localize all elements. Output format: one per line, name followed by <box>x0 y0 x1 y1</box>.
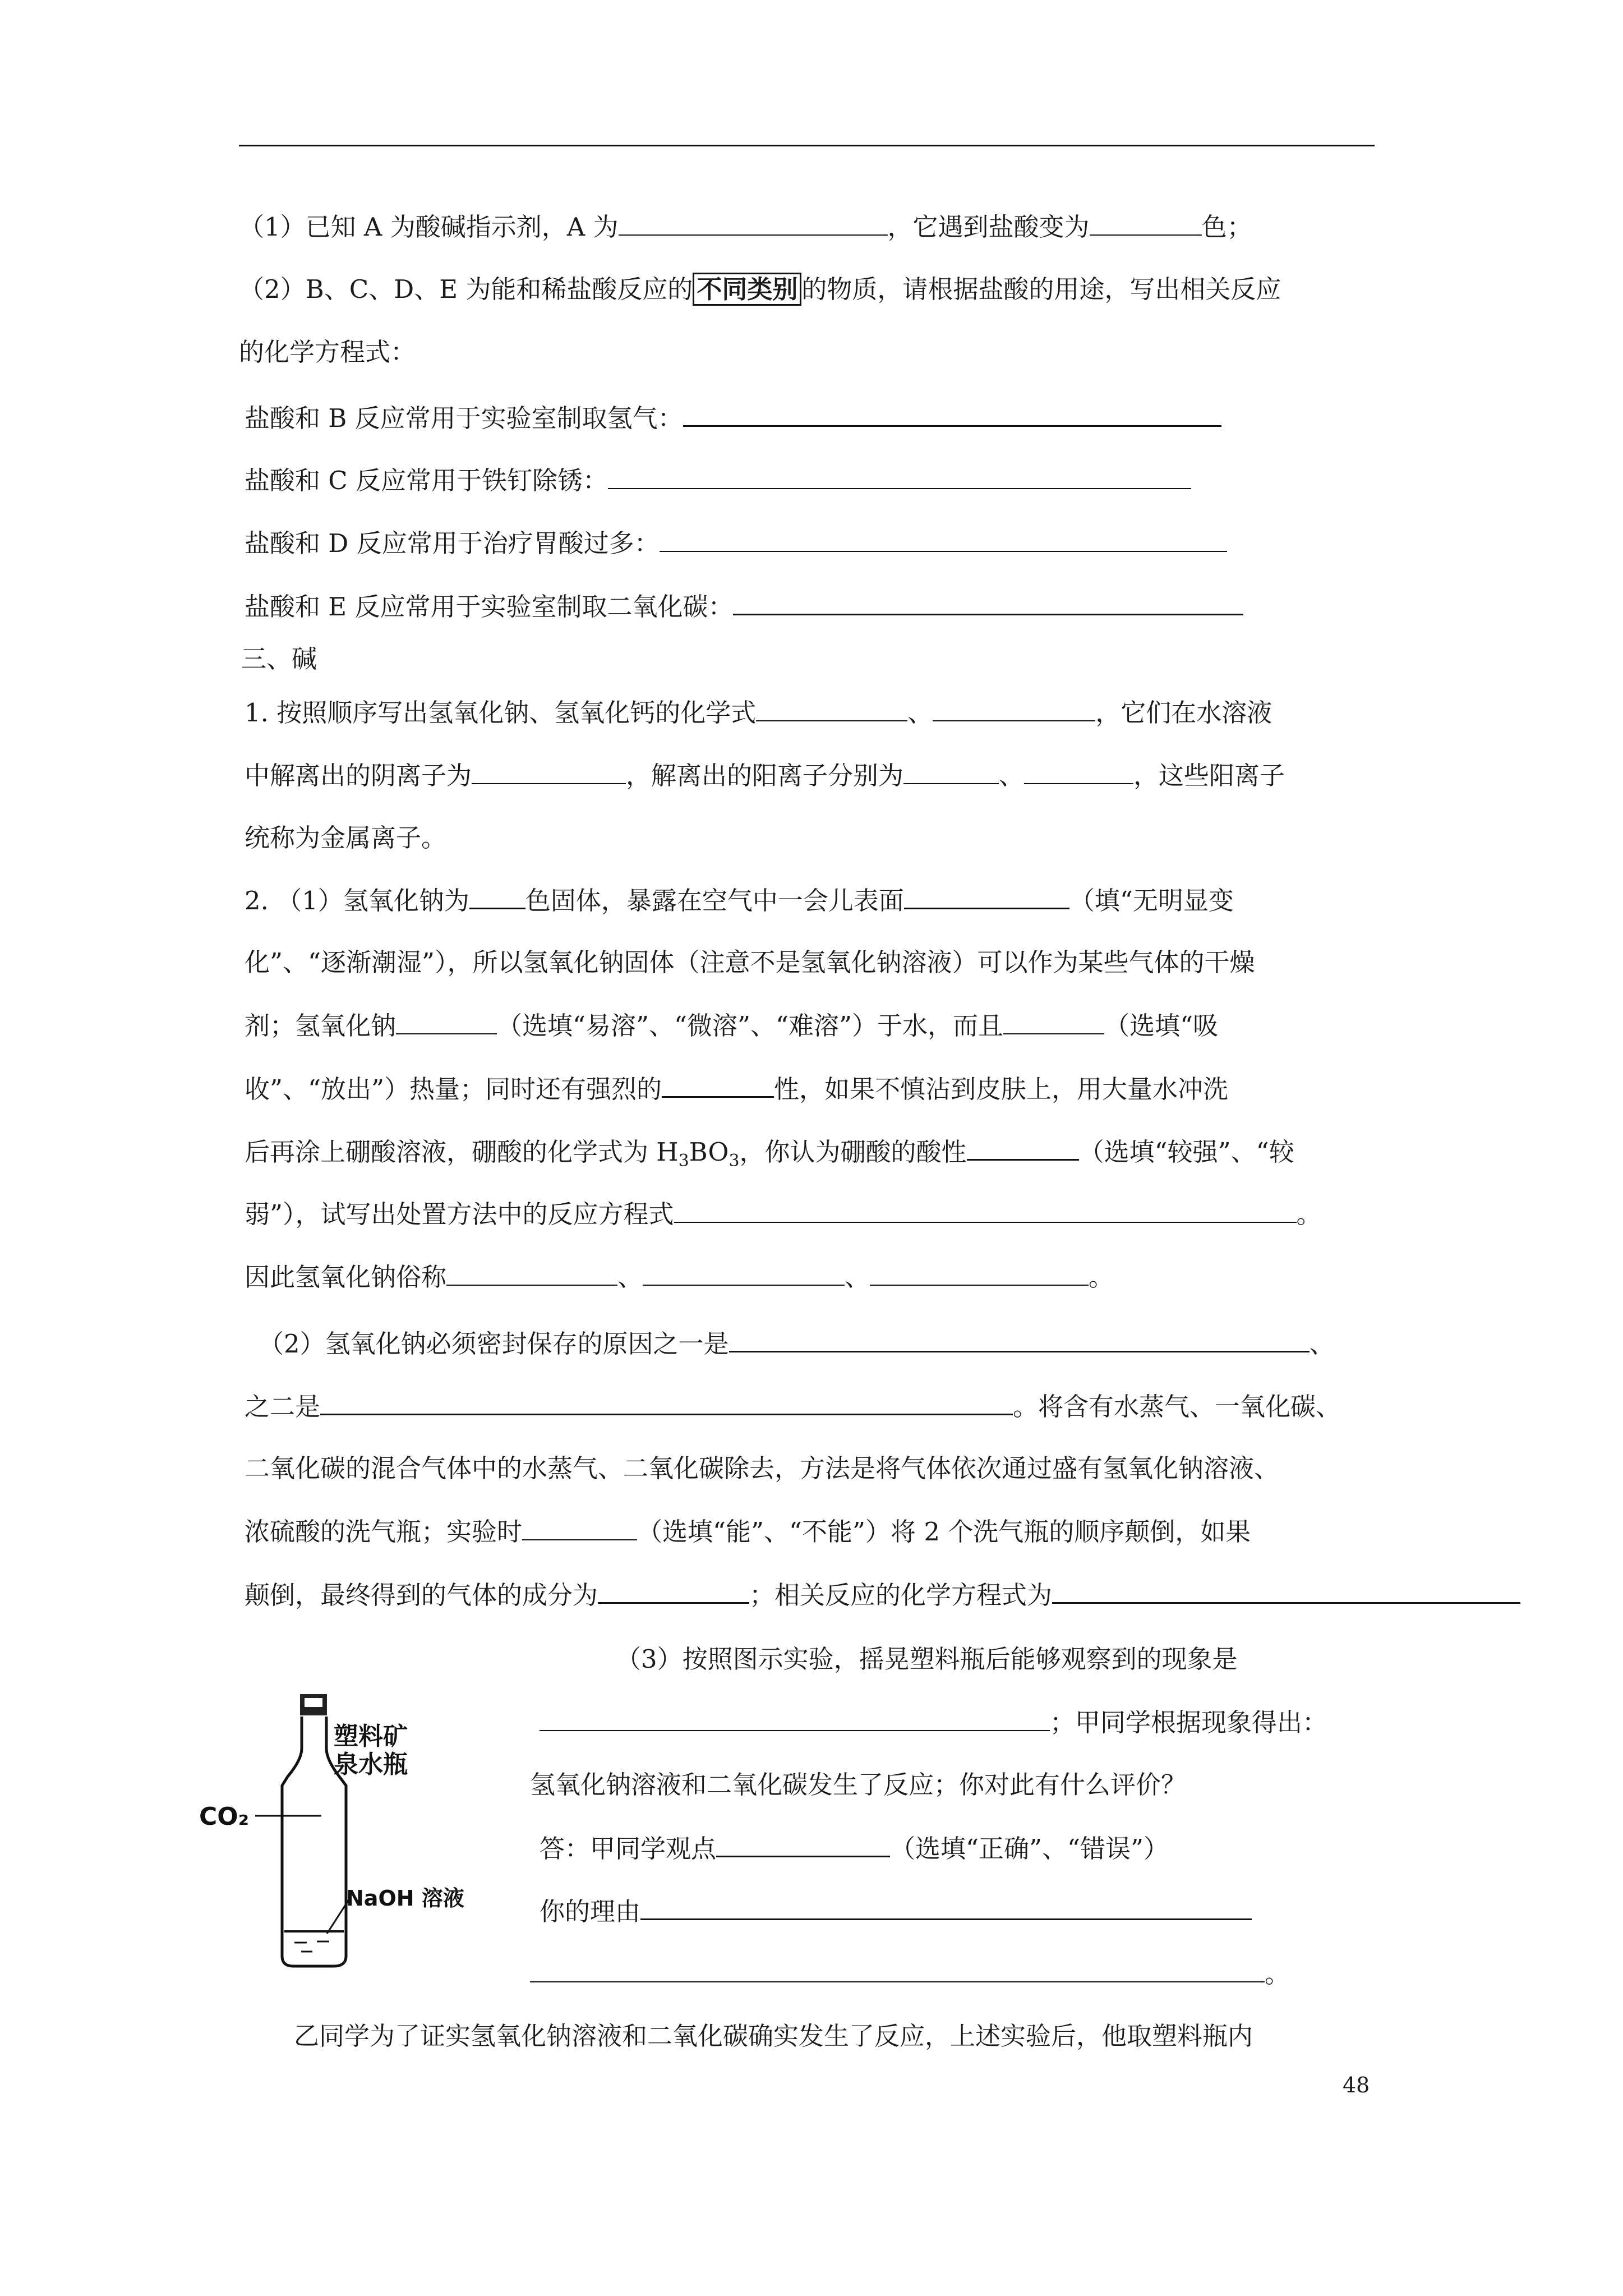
q2-line: （2）B、C、D、E 为能和稀盐酸反应的 不同类别 的物质，请根据盐酸的用途，写出相关反应 <box>239 273 1281 306</box>
blank-indicator[interactable] <box>619 210 888 236</box>
wash-bottle-line: 浓硫酸的洗气瓶；实验时 （选填“能”、“不能”）将 2 个洗气瓶的顺序颠倒，如果 <box>245 1515 1251 1549</box>
common-names-line: 因此氢氧化钠俗称 、 、 。 <box>245 1260 1114 1294</box>
naoh-label: NaOH 溶液 <box>346 1886 464 1911</box>
reason-line-2: 。 <box>530 1957 1290 1991</box>
gas-result-line: 颠倒，最终得到的气体的成分为 ；相关反应的化学方程式为 <box>245 1577 1520 1612</box>
blank-solid-color[interactable] <box>469 883 525 909</box>
blank-equation-e[interactable] <box>733 589 1243 615</box>
text-line: 乙同学为了证实氢氧化钠溶液和二氧化碳确实发生了反应，上述实验后，他取塑料瓶内 <box>294 2021 1253 2051</box>
emphasis-box: 不同类别 <box>693 273 801 306</box>
section-heading: 三、碱 <box>241 644 317 674</box>
header-rule <box>239 145 1375 146</box>
blank-reason[interactable] <box>640 1894 1252 1920</box>
text-line: 二氧化碳的混合气体中的水蒸气、二氧化碳除去，方法是将气体依次通过盛有氢氧化钠溶液、 <box>245 1453 1280 1483</box>
text-line: 统称为金属离子。 <box>245 823 447 853</box>
blank-reason-1[interactable] <box>729 1326 1310 1352</box>
text-line: 化”、“逐渐潮湿”），所以氢氧化钠固体（注意不是氢氧化钠溶液）可以作为某些气体的干燥 <box>245 947 1255 977</box>
blank-surface-change[interactable] <box>904 883 1069 909</box>
base-q1-line: 1. 按照顺序写出氢氧化钠、氢氧化钙的化学式 、 ，它们在水溶液 <box>245 696 1272 730</box>
bottle-label: 塑料矿 <box>334 1722 408 1751</box>
blank-cation-1[interactable] <box>903 758 999 784</box>
solubility-line: 剂；氢氧化钠 （选填“易溶”、“微溶”、“难溶”）于水，而且 （选填“吸 <box>245 1009 1218 1043</box>
blank-phenomenon[interactable] <box>540 1705 1050 1731</box>
boric-acid-line: 后再涂上硼酸溶液，硼酸的化学式为 $H_3BO_3$，你认为硼酸的酸性 （选填“较强”、“较 <box>245 1134 1294 1178</box>
blank-reaction-equation[interactable] <box>1052 1577 1520 1604</box>
storage-line: （2）氢氧化钠必须密封保存的原因之一是 、 <box>259 1326 1335 1361</box>
corrosive-line: 收”、“放出”）热量；同时还有强烈的 性，如果不慎沾到皮肤上，用大量水冲洗 <box>245 1071 1228 1106</box>
bottle-diagram <box>199 1686 513 1972</box>
blank-cation-2[interactable] <box>1024 758 1133 784</box>
blank-common-name-3[interactable] <box>870 1260 1089 1286</box>
q-d-line: 盐酸和 D 反应常用于治疗胃酸过多： <box>245 526 1227 560</box>
experiment-question: （3）按照图示实验，摇晃塑料瓶后能够观察到的现象是 <box>616 1644 1238 1674</box>
blank-equation-d[interactable] <box>660 526 1227 552</box>
co2-label: CO₂ <box>199 1802 249 1831</box>
q-c-line: 盐酸和 C 反应常用于铁钉除锈： <box>245 463 1191 498</box>
blank-heat[interactable] <box>1003 1009 1104 1034</box>
blank-viewpoint[interactable] <box>716 1831 890 1857</box>
blank-equation-c[interactable] <box>608 463 1191 489</box>
blank-naoh-formula[interactable] <box>756 696 907 721</box>
blank-color[interactable] <box>1090 210 1202 236</box>
reason-line: 你的理由 <box>540 1894 1252 1929</box>
answer-line: 答：甲同学观点 （选填“正确”、“错误”） <box>540 1831 1169 1866</box>
base-q1-line-2: 中解离出的阴离子为 ，解离出的阳离子分别为 、 ，这些阳离子 <box>245 758 1285 793</box>
text-line: 氢氧化钠溶液和二氧化碳发生了反应；你对此有什么评价？ <box>530 1770 1187 1800</box>
equation-line: 弱”），试写出处置方法中的反应方程式 。 <box>245 1197 1322 1231</box>
q1-line: （1）已知 A 为酸碱指示剂，A 为 ，它遇到盐酸变为 色； <box>239 210 1252 244</box>
bottle-cap-highlight <box>305 1698 322 1707</box>
q-b-line: 盐酸和 B 反应常用于实验室制取氢气： <box>245 401 1221 435</box>
blank-common-name-1[interactable] <box>446 1260 617 1286</box>
blank-reason-cont[interactable] <box>530 1957 1265 1982</box>
blank-common-name-2[interactable] <box>643 1260 845 1286</box>
blank-solubility[interactable] <box>396 1009 497 1034</box>
blank-reason-2[interactable] <box>320 1389 1013 1415</box>
text-line: 的化学方程式： <box>239 337 416 367</box>
q-e-line: 盐酸和 E 反应常用于实验室制取二氧化碳： <box>245 589 1243 624</box>
base-q2-line: 2. （1）氢氧化钠为 色固体，暴露在空气中一会儿表面 （填“无明显变 <box>245 883 1234 918</box>
page-number: 48 <box>1343 2073 1370 2097</box>
phenomenon-line: ；甲同学根据现象得出： <box>540 1705 1327 1740</box>
bottle-label: 泉水瓶 <box>334 1750 408 1779</box>
blank-acidity[interactable] <box>967 1134 1079 1161</box>
blank-gas-composition[interactable] <box>598 1577 749 1604</box>
blank-can-reverse[interactable] <box>522 1515 637 1540</box>
blank-property[interactable] <box>662 1071 774 1098</box>
blank-treatment-equation[interactable] <box>674 1197 1297 1223</box>
blank-anion[interactable] <box>472 758 626 784</box>
storage-line-2: 之二是 。将含有水蒸气、一氧化碳、 <box>245 1389 1341 1424</box>
blank-caoh2-formula[interactable] <box>933 696 1095 721</box>
experiment-figure <box>199 1686 513 1972</box>
blank-equation-b[interactable] <box>683 401 1221 427</box>
